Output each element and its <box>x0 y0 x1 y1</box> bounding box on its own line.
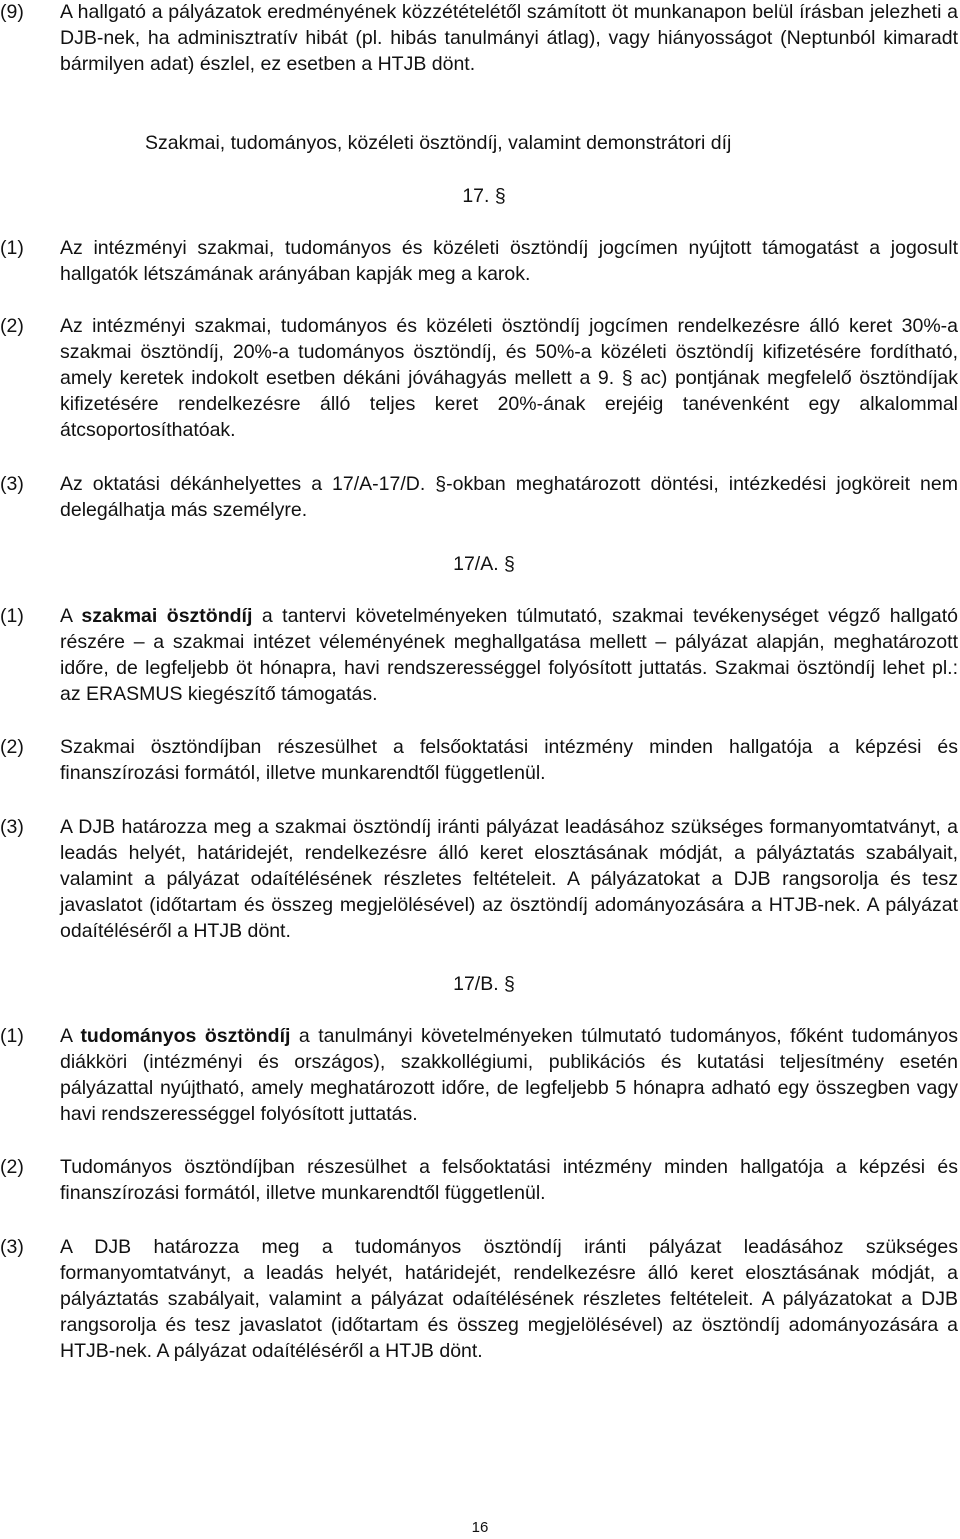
paragraph-9 <box>0 0 958 77</box>
s17b-paragraph-3 <box>0 1234 958 1364</box>
term-szakmai-osztondij: szakmai ösztöndíj <box>81 605 253 627</box>
section-heading-17b: 17/B. § <box>453 973 515 995</box>
paragraph-number: (1) <box>0 1025 24 1047</box>
paragraph-number: (2) <box>0 1156 24 1178</box>
s17b-paragraph-1 <box>0 1023 958 1127</box>
s17a-paragraph-1 <box>0 603 958 707</box>
s17b-paragraph-2 <box>0 1154 958 1206</box>
paragraph-text: Az intézményi szakmai, tudományos és közéleti ösztöndíj jogcímen rendelkezésre álló keret 30%-a szakmai ösztöndíj, 20%-a tudományos ösztöndíj, és 50%-a közéleti ösztöndíj kifizetésére fordítható, amely keretek indokolt esetben dékáni jóváhagyás mellett a 9. § ac) pontjának megfelelő ösztöndíjak kifizetésére rendelkezésre álló teljes keret 20%-ának erejéig tanévenként egy alkalommal átcsoportosíthatóak. <box>60 315 958 441</box>
paragraph-number: (1) <box>0 237 24 259</box>
paragraph-number: (1) <box>0 605 24 627</box>
section-heading-17: 17. § <box>462 185 506 207</box>
paragraph-number: (9) <box>0 1 24 23</box>
paragraph-text: Az intézményi szakmai, tudományos és közéleti ösztöndíj jogcímen nyújtott támogatást a jogosult hallgatók létszámának arányában kapják meg a karok. <box>60 237 958 285</box>
section-heading-17a: 17/A. § <box>453 553 515 575</box>
paragraph-number: (2) <box>0 736 24 758</box>
page-number: 16 <box>471 1519 489 1536</box>
section-title: Szakmai, tudományos, közéleti ösztöndíj, valamint demonstrátori díj <box>145 132 732 154</box>
paragraph-text: Szakmai ösztöndíjban részesülhet a felsőoktatási intézmény minden hallgatója a képzési és finanszírozási formától, illetve munkarendtől függetlenül. <box>60 736 958 784</box>
text-rest: a tantervi követelményeken túlmutató, szakmai tevékenységet végző hallgató részére – a szakmai intézet véleményének meghallgatása mellett – pályázat alapján, meghatározott időre, de legfeljebb öt hónapra, havi rendszerességgel folyósított juttatás. Szakmai ösztöndíj lehet pl.: az ERASMUS kiegészítő támogatás. <box>60 605 959 705</box>
s17a-paragraph-3 <box>0 814 958 944</box>
text-prefix: A <box>60 605 82 627</box>
s17a-paragraph-2 <box>0 734 958 786</box>
s17-paragraph-1 <box>0 235 958 287</box>
paragraph-text: A hallgató a pályázatok eredményének közzétételétől számított öt munkanapon belül írásban jelezheti a DJB-nek, ha adminisztratív hibát (pl. hibás tanulmányi átlag), vagy hiányosságot (Neptunból kimaradt bármilyen adat) észlel, ez esetben a HTJB dönt. <box>60 1 958 75</box>
text-prefix: A <box>60 1025 81 1047</box>
paragraph-text <box>60 603 958 707</box>
s17-paragraph-2 <box>0 313 958 443</box>
term-tudomanyos-osztondij: tudományos ösztöndíj <box>80 1025 291 1047</box>
paragraph-text: Az oktatási dékánhelyettes a 17/A-17/D. §-okban meghatározott döntési, intézkedési jogköreit nem delegálhatja más személyre. <box>60 473 958 521</box>
paragraph-text: Tudományos ösztöndíjban részesülhet a felsőoktatási intézmény minden hallgatója a képzési és finanszírozási formától, illetve munkarendtől függetlenül. <box>60 1156 958 1204</box>
paragraph-number: (3) <box>0 1236 24 1258</box>
paragraph-number: (3) <box>0 816 24 838</box>
paragraph-text: A DJB határozza meg a tudományos ösztöndíj iránti pályázat leadásához szükséges formanyomtatványt, a leadás helyét, határidejét, rendelkezésre álló keret elosztásának módját, a pályáztatás szabályait, valamint a pályázat odaítélésének részletes feltételeit. A pályázatokat a DJB rangsorolja és tesz javaslatot (időtartam és összeg megjelölésével) az ösztöndíj adományozására a HTJB-nek. A pályázat odaítéléséről a HTJB dönt. <box>60 1236 958 1362</box>
paragraph-text <box>60 1023 958 1127</box>
paragraph-text: A DJB határozza meg a szakmai ösztöndíj iránti pályázat leadásához szükséges formanyomtatványt, a leadás helyét, határidejét, rendelkezésre álló keret elosztásának módját, a pályáztatás szabályait, valamint a pályázat odaítélésének részletes feltételeit. A pályázatokat a DJB rangsorolja és tesz javaslatot (időtartam és összeg megjelölésével) az ösztöndíj adományozására a HTJB-nek. A pályázat odaítéléséről a HTJB dönt. <box>60 816 958 942</box>
paragraph-number: (3) <box>0 473 24 495</box>
s17-paragraph-3 <box>0 471 958 523</box>
text-rest: a tanulmányi követelményeken túlmutató tudományos, főként tudományos diákköri (intézményi és országos), szakkollégiumi, publikációs és kutatási teljesítmény esetén pályázattal nyújtható, amely meghatározott időre, de legfeljebb 5 hónapra adható egy összegben vagy havi rendszerességgel folyósított juttatás. <box>60 1025 958 1125</box>
paragraph-number: (2) <box>0 315 24 337</box>
